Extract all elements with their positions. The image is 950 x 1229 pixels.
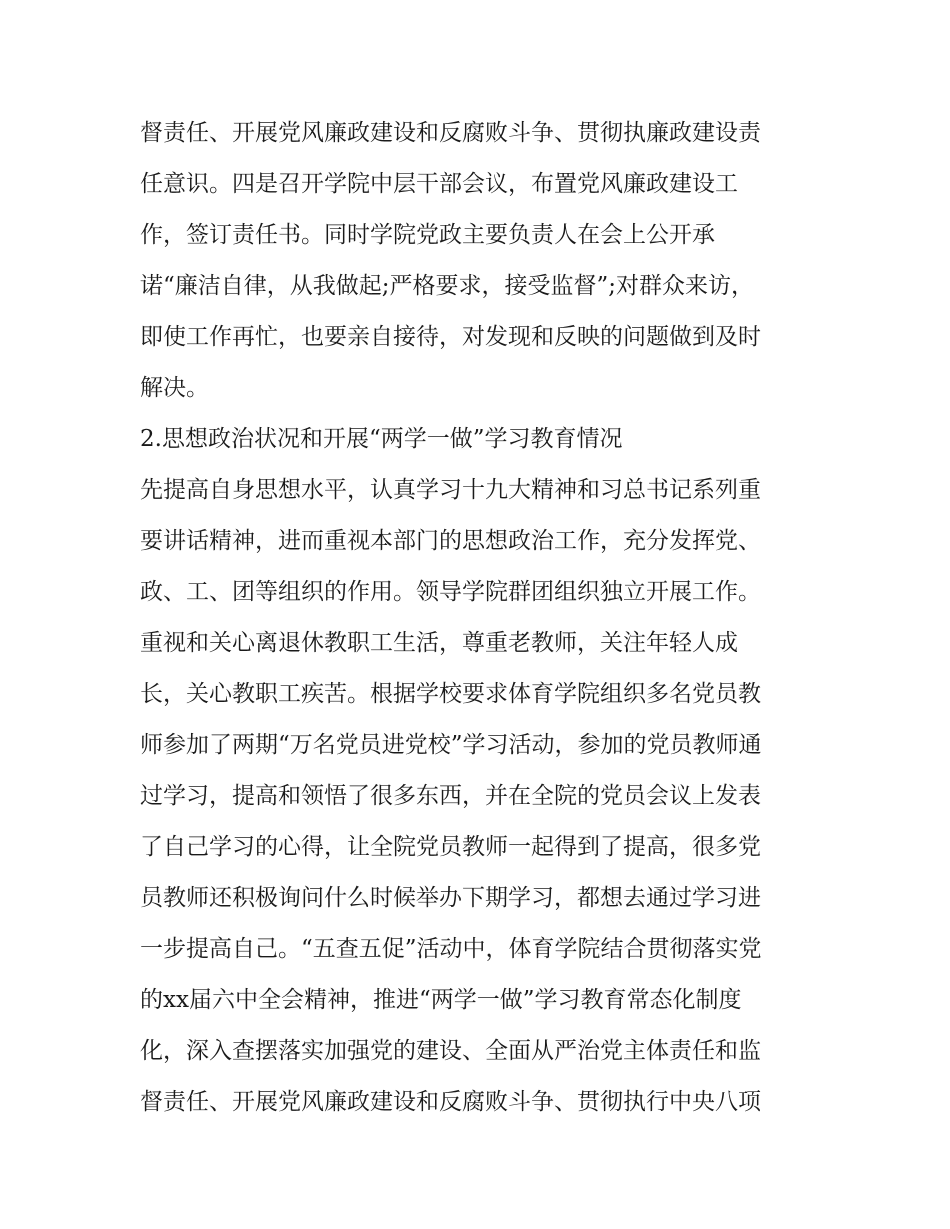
text-line: 要讲话精神，进而重视本部门的思想政治工作，充分发挥党、 <box>140 528 761 554</box>
text-line: 解决。 <box>140 375 209 401</box>
text-line: 任意识。四是召开学院中层干部会议，布置党风廉政建设工 <box>140 171 738 197</box>
section-heading: 2.思想政治状况和开展“两学一做”学习教育情况 <box>140 426 623 452</box>
text-line: 过学习，提高和领悟了很多东西，并在全院的党员会议上发表 <box>140 783 761 809</box>
text-line: 员教师还积极询问什么时候举办下期学习，都想去通过学习进 <box>140 885 761 911</box>
text-line: 督责任、开展党风廉政建设和反腐败斗争、贯彻执廉政建设责 <box>140 120 761 146</box>
document-body <box>140 108 820 1128</box>
text-line: 的xx届六中全会精神，推进“两学一做”学习教育常态化制度 <box>140 987 742 1013</box>
text-line: 一步提高自己。“五查五促”活动中，体育学院结合贯彻落实党 <box>140 936 762 962</box>
text-line: 诺“廉洁自律，从我做起;严格要求，接受监督”;对群众来访， <box>140 273 755 299</box>
text-line: 作，签订责任书。同时学院党政主要负责人在会上公开承 <box>140 222 715 248</box>
text-line: 即使工作再忙，也要亲自接待，对发现和反映的问题做到及时 <box>140 324 761 350</box>
text-line: 师参加了两期“万名党员进党校”学习活动，参加的党员教师通 <box>140 732 762 758</box>
text-line: 化，深入查摆落实加强党的建设、全面从严治党主体责任和监 <box>140 1038 761 1064</box>
text-line: 了自己学习的心得，让全院党员教师一起得到了提高，很多党 <box>140 834 761 860</box>
text-line: 督责任、开展党风廉政建设和反腐败斗争、贯彻执行中央八项 <box>140 1089 761 1115</box>
text-line: 重视和关心离退休教职工生活，尊重老教师，关注年轻人成 <box>140 630 738 656</box>
text-line: 政、工、团等组织的作用。领导学院群团组织独立开展工作。 <box>140 579 761 605</box>
text-line: 长，关心教职工疾苦。根据学校要求体育学院组织多名党员教 <box>140 681 761 707</box>
text-line: 先提高自身思想水平，认真学习十九大精神和习总书记系列重 <box>140 477 761 503</box>
